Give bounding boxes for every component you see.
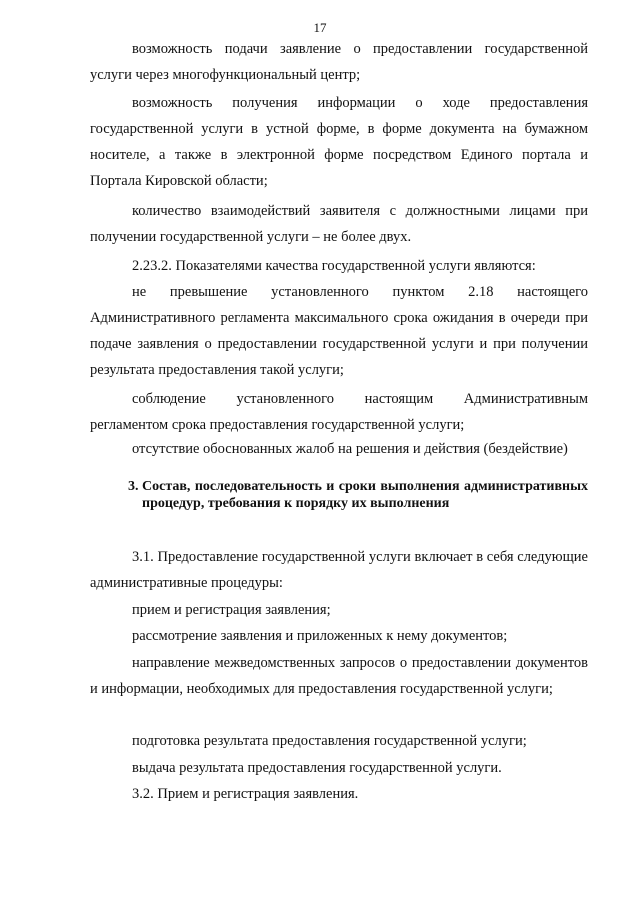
paragraph-13: выдача результата предоставления государственной услуги. <box>132 760 502 776</box>
section-heading-number: 3. <box>128 479 139 494</box>
paragraph-11: направление межведомственных запросов о предоставлении документов и информации, необходимых для предоставления государственной услуги; <box>90 655 588 697</box>
paragraph-8: 3.1. Предоставление государственной услуги включает в себя следующие административные процедуры: <box>90 549 588 591</box>
paragraph-10: рассмотрение заявления и приложенных к нему документов; <box>132 628 508 644</box>
section-heading <box>128 478 588 512</box>
paragraph-1-line-2: услуги через многофункциональный центр; <box>90 67 361 83</box>
paragraph-3: количество взаимодействий заявителя с должностными лицами при получении государственной услуги – не более двух. <box>90 203 588 245</box>
paragraph-7: отсутствие обоснованных жалоб на решения и действия (бездействие) <box>132 441 568 457</box>
paragraph-12: подготовка результата предоставления государственной услуги; <box>132 733 527 749</box>
paragraph-6: соблюдение установленного настоящим Административным регламентом срока предоставления государственной услуги; <box>90 391 588 433</box>
paragraph-4: 2.23.2. Показателями качества государственной услуги являются: <box>132 258 536 274</box>
paragraph-1-line-1: возможность подачи заявление о предоставлении государственной <box>132 41 588 57</box>
paragraph-9: прием и регистрация заявления; <box>132 602 331 618</box>
paragraph-2: возможность получения информации о ходе предоставления государственной услуги в устной форме, в форме документа на бумажном носителе, а также в электронной форме посредством Единого портала и Портала Кировской области; <box>90 95 588 189</box>
page-number: 17 <box>313 20 327 35</box>
section-heading-text: Состав, последовательность и сроки выполнения административных процедур, требования к порядку их выполнения <box>142 479 588 511</box>
paragraph-5: не превышение установленного пунктом 2.18 настоящего Административного регламента максимального срока ожидания в очереди при подаче заявления о предоставлении государственной услуги и при получении результата предоставления такой услуги; <box>90 284 588 378</box>
paragraph-14: 3.2. Прием и регистрация заявления. <box>132 786 359 802</box>
